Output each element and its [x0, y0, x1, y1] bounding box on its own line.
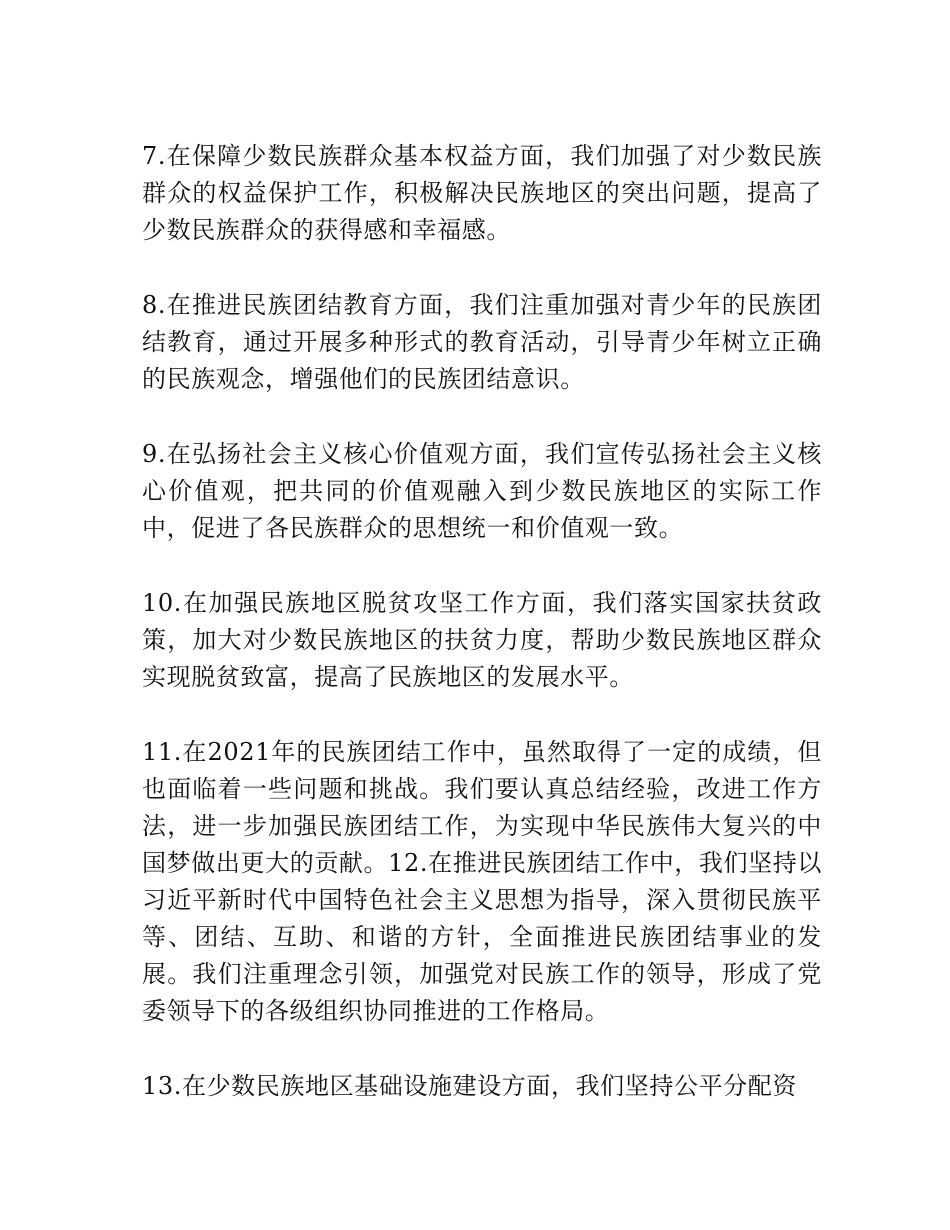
- paragraph-8: 8.在推进民族团结教育方面，我们注重加强对青少年的民族团结教育，通过开展多种形式的教育活动，引导青少年树立正确的民族观念，增强他们的民族团结意识。: [142, 291, 822, 393]
- paragraph-9: 9.在弘扬社会主义核心价值观方面，我们宣传弘扬社会主义核心价值观，把共同的价值观融入到少数民族地区的实际工作中，促进了各民族群众的思想统一和价值观一致。: [142, 440, 822, 542]
- paragraph-10: 10.在加强民族地区脱贫攻坚工作方面，我们落实国家扶贫政策，加大对少数民族地区的扶贫力度，帮助少数民族地区群众实现脱贫致富，提高了民族地区的发展水平。: [142, 589, 822, 691]
- paragraph-11-12: 11.在2021年的民族团结工作中，虽然取得了一定的成绩，但也面临着一些问题和挑战。我们要认真总结经验，改进工作方法，进一步加强民族团结工作，为实现中华民族伟大复兴的中国梦做出更大的贡献。12.在推进民族团结工作中，我们坚持以习近平新时代中国特色社会主义思想为指导，深入贯彻民族平等、团结、互助、和谐的方针，全面推进民族团结事业的发展。我们注重理念引领，加强党对民族工作的领导，形成了党委领导下的各级组织协同推进的工作格局。: [142, 738, 822, 1025]
- document-body: [142, 138, 822, 1105]
- paragraph-13: 13.在少数民族地区基础设施建设方面，我们坚持公平分配资: [142, 1072, 797, 1100]
- paragraph-7: 7.在保障少数民族群众基本权益方面，我们加强了对少数民族群众的权益保护工作，积极解决民族地区的突出问题，提高了少数民族群众的获得感和幸福感。: [142, 142, 822, 244]
